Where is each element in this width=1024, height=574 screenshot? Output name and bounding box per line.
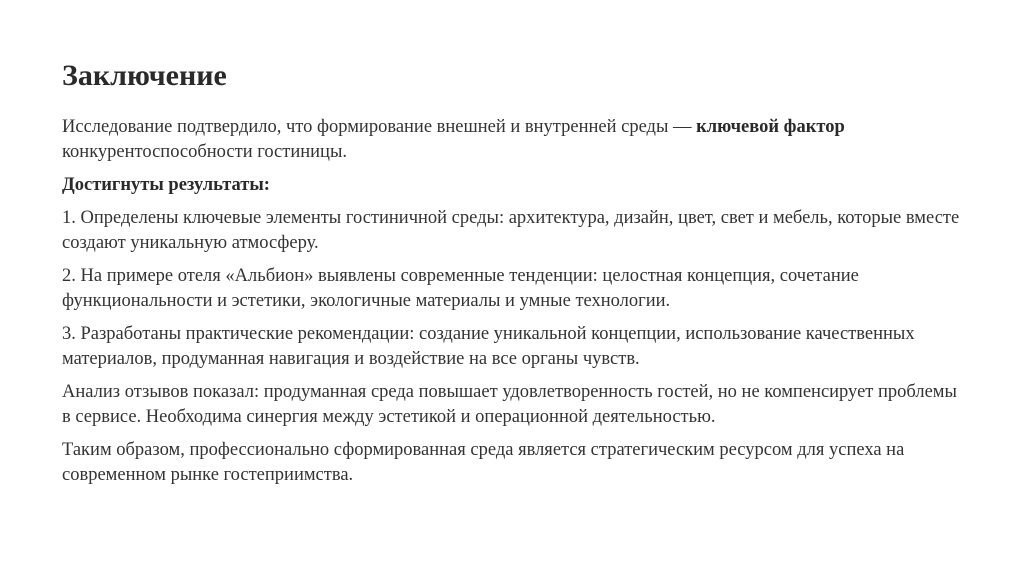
analysis-paragraph: Анализ отзывов показал: продуманная среда повышает удовлетворенность гостей, но не компенсирует проблемы в сервисе. Необходима синергия между эстетикой и операционной деятельностью. <box>62 382 957 427</box>
intro-paragraph <box>62 115 962 165</box>
result-item-1: 1. Определены ключевые элементы гостиничной среды: архитектура, дизайн, цвет, свет и мебель, которые вместе создают уникальную атмосферу. <box>62 208 960 253</box>
intro-text-end: конкурентоспособности гостиницы. <box>62 142 348 162</box>
result-item-3: 3. Разработаны практические рекомендации: создание уникальной концепции, использование качественных материалов, продуманная навигация и воздействие на все органы чувств. <box>62 324 915 369</box>
result-item-2: 2. На примере отеля «Альбион» выявлены современные тенденции: целостная концепция, сочетание функциональности и эстетики, экологичные материалы и умные технологии. <box>62 266 859 311</box>
conclusion-paragraph: Таким образом, профессионально сформированная среда является стратегическим ресурсом для успеха на современном рынке гостеприимства. <box>62 440 905 485</box>
slide-content <box>62 115 962 496</box>
intro-key-phrase: ключевой фактор <box>696 117 845 137</box>
slide-title: Заключение <box>62 59 227 92</box>
intro-text-start: Исследование подтвердило, что формирование внешней и внутренней среды — <box>62 117 697 137</box>
results-heading: Достигнуты результаты: <box>62 175 270 195</box>
